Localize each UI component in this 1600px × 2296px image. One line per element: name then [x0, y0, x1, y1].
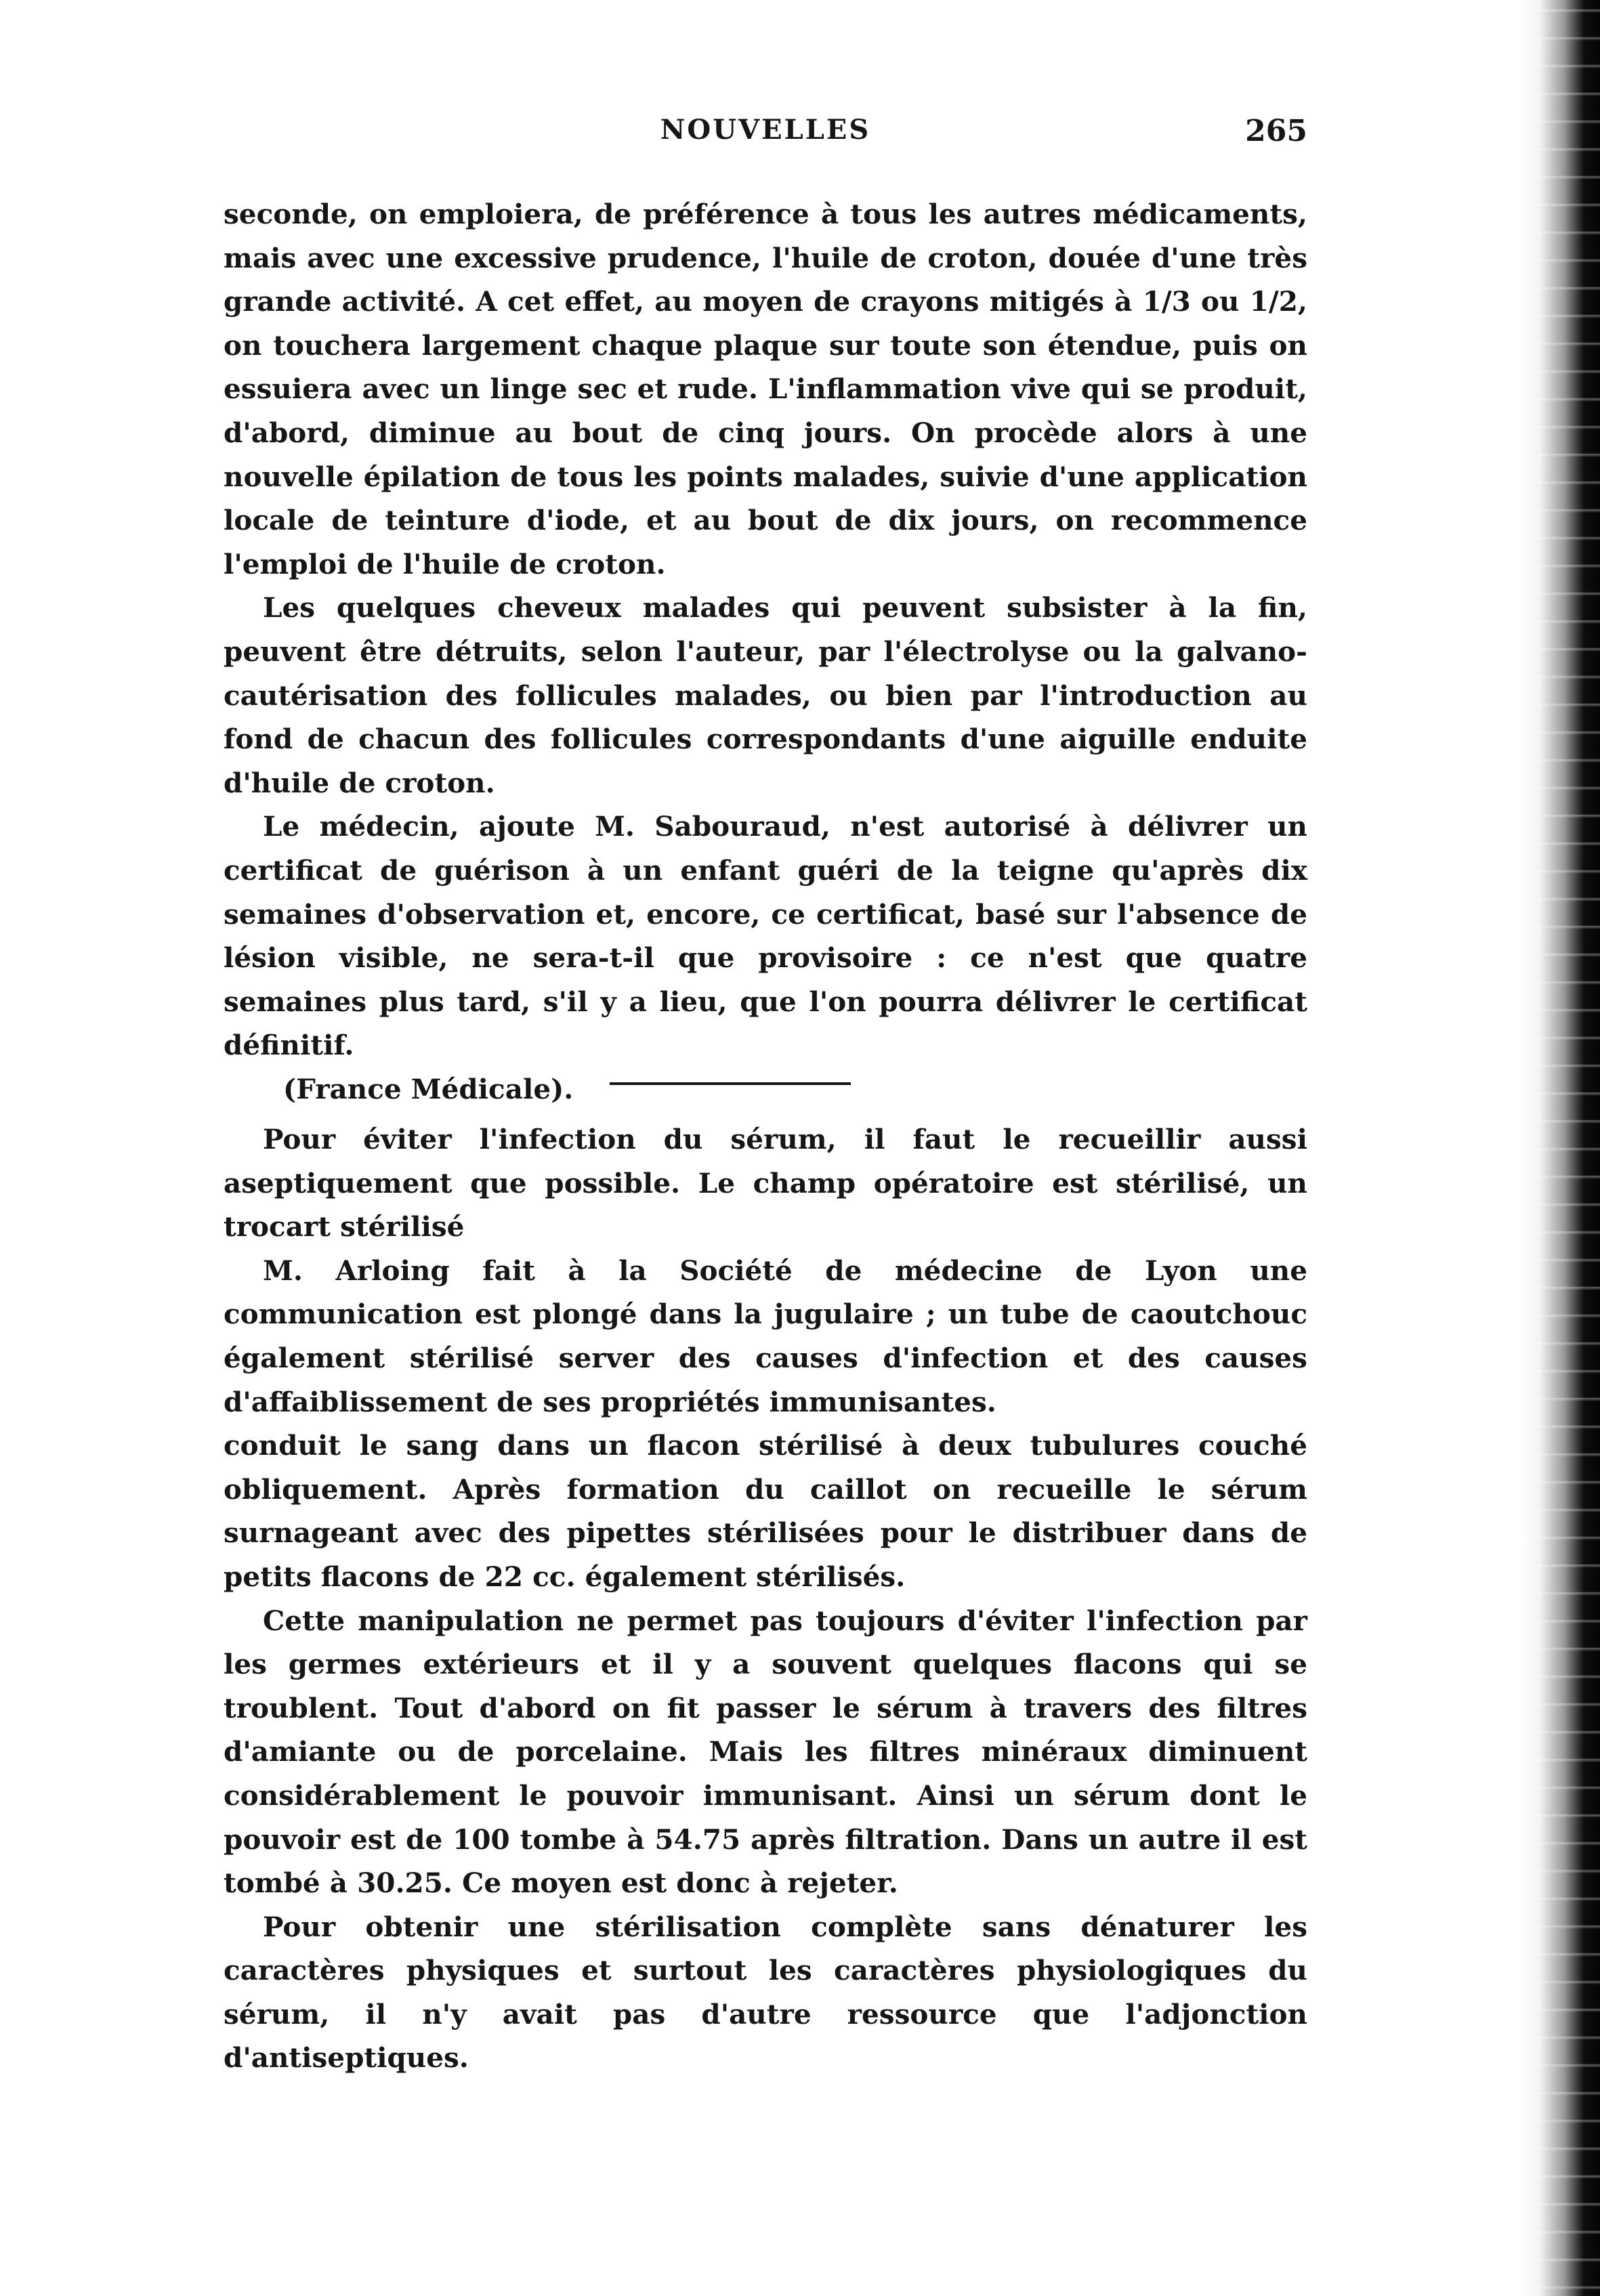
running-head — [224, 114, 1307, 154]
paragraph: Pour éviter l'infection du sérum, il faut le recueillir aussi aseptiquement que possible. Le champ opératoire est stérilisé, un trocart stérilisé — [224, 1123, 1307, 1243]
text-section-teigne — [224, 192, 1307, 1111]
running-title: NOUVELLES — [660, 114, 871, 146]
paragraph: M. Arloing fait à la Société de médecine de Lyon une communication est plongé dans la jugulaire ; un tube de caoutchouc également stérilisé server des causes d'infection et des causes d'affaiblissement de ses propriétés immunisantes. — [224, 1254, 1307, 1418]
paragraph: conduit le sang dans un flacon stérilisé à deux tubulures couché obliquement. Après formation du caillot on recueille le sérum surnageant avec des pipettes stérilisées pour le distribuer dans de petits flacons de 22 cc. également stérilisés. — [224, 1429, 1307, 1593]
paragraph: Les quelques cheveux malades qui peuvent subsister à la fin, peuvent être détruits, selon l'auteur, par l'électrolyse ou la galvano-cautérisation des follicules malades, ou bien par l'introduction au fond de chacun des follicules correspondants d'une aiguille enduite d'huile de croton. — [224, 591, 1307, 799]
paragraph: Cette manipulation ne permet pas toujours d'éviter l'infection par les germes extérieurs et il y a souvent quelques flacons qui se troublent. Tout d'abord on fit passer le sérum à travers des filtres d'amiante ou de porcelaine. Mais les filtres minéraux diminuent considérablement le pouvoir immunisant. Ainsi un sérum dont le pouvoir est de 100 tombe à 54.75 après filtration. Dans un autre il est tombé à 30.25. Ce moyen est donc à rejeter. — [224, 1604, 1307, 1900]
paragraph-continued: seconde, on emploiera, de préférence à tous les autres médicaments, mais avec une excessive prudence, l'huile de croton, douée d'une très grande activité. A cet effet, au moyen de crayons mitigés à 1/3 ou 1/2, on touchera largement chaque plaque sur toute son étendue, puis on essuiera avec un linge sec et rude. L'inflammation vive qui se produit, d'abord, diminue au bout de cinq jours. On procède alors à une nouvelle épilation de tous les points malades, suivie d'une application locale de teinture d'iode, et au bout de dix jours, on recommence l'emploi de l'huile de croton. — [224, 198, 1307, 580]
scan-edge-shadow — [1520, 0, 1600, 2296]
paragraph: Le médecin, ajoute M. Sabouraud, n'est autorisé à délivrer un certificat de guérison à un enfant guéri de la teigne qu'après dix semaines d'observation et, encore, ce certificat, basé sur l'absence de lésion visible, ne sera-t-il que provisoire : ce n'est que quatre semaines plus tard, s'il y a lieu, que l'on pourra délivrer le certificat définitif. — [224, 810, 1307, 1062]
paragraph: Pour obtenir une stérilisation complète sans dénaturer les caractères physiques et surtout les caractères physiologiques du sérum, il n'y avait pas d'autre ressource que l'adjonction d'antiseptiques. — [224, 1910, 1307, 2075]
text-section-serum — [224, 1118, 1307, 2080]
page-number: 265 — [1245, 114, 1307, 148]
source-citation: (France Médicale). — [283, 1072, 574, 1105]
section-divider — [610, 1082, 851, 1085]
